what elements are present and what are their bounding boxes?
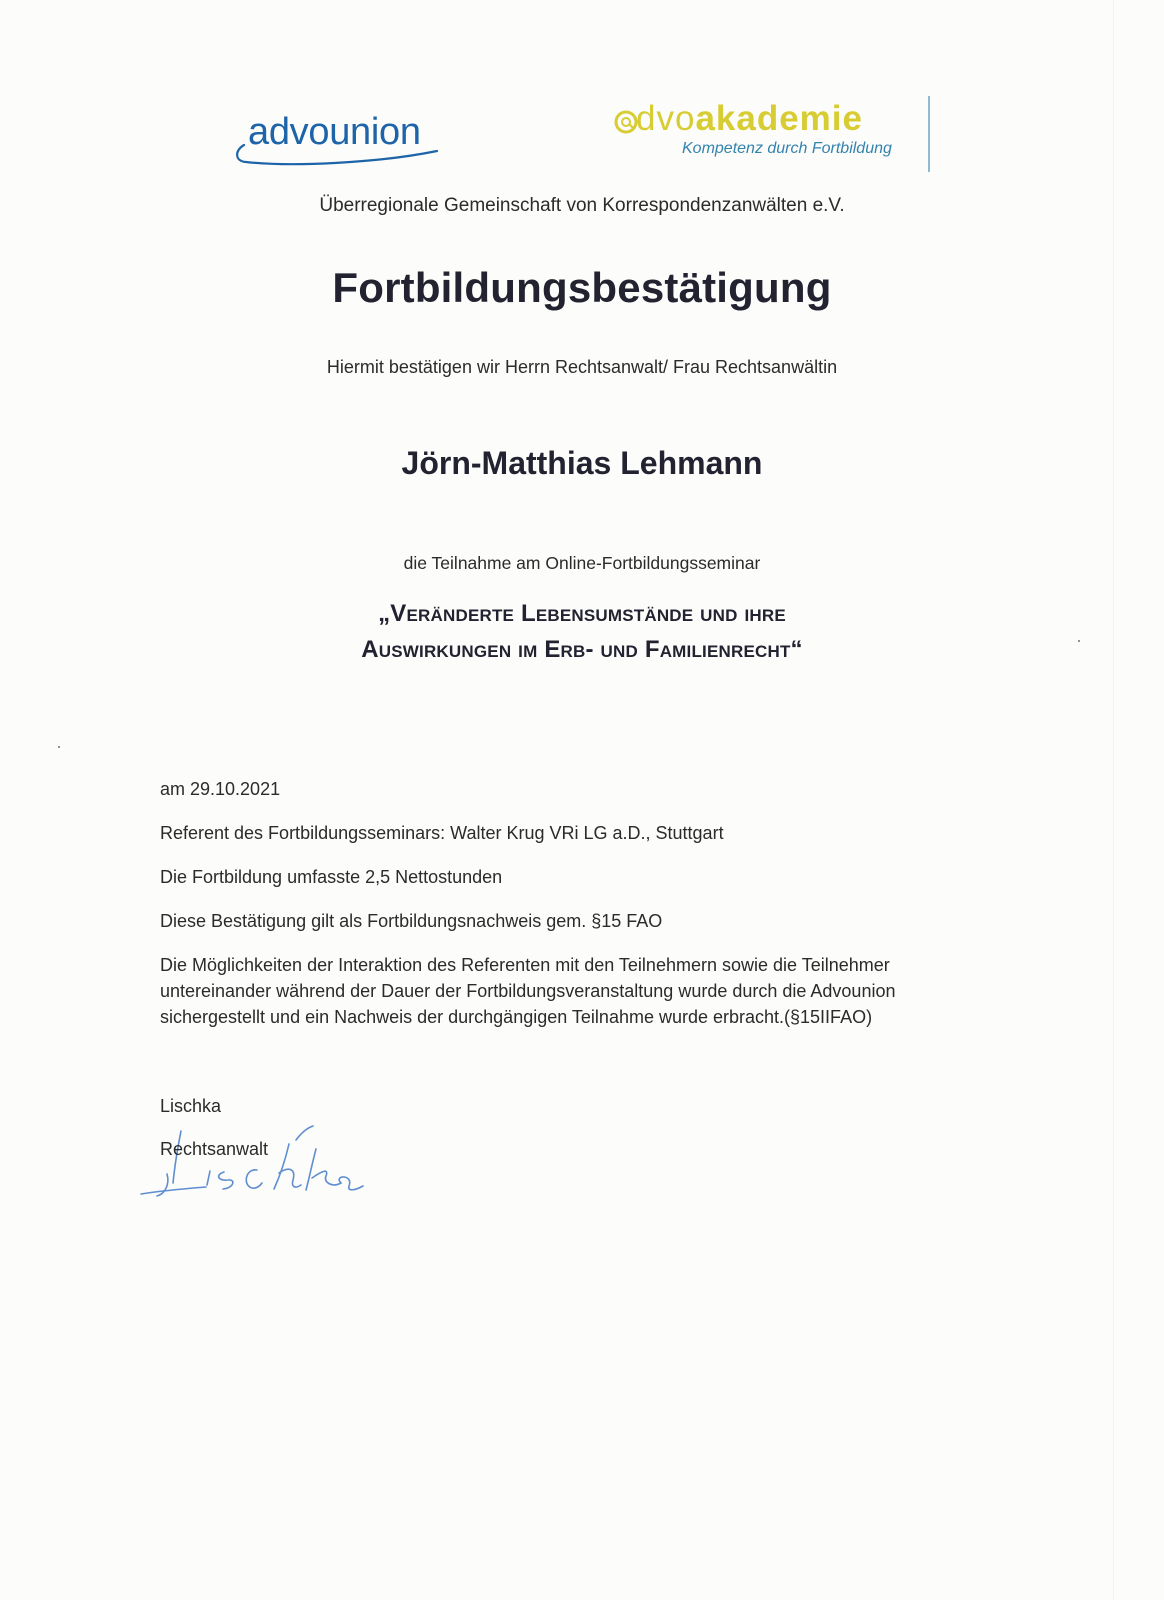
scan-edge-line (1113, 0, 1114, 1600)
advoakademie-divider (928, 96, 930, 172)
scan-speck (58, 746, 60, 748)
page-title: Fortbildungsbestätigung (332, 264, 832, 312)
certificate-details (160, 778, 1020, 1052)
duration-info: Die Fortbildung umfasste 2,5 Nettostunden (160, 867, 503, 887)
advoakademie-logo-text (636, 98, 863, 140)
advoakademie-name: akademie (695, 99, 863, 138)
signer-role: Rechtsanwalt (160, 1139, 269, 1159)
advounion-logo (232, 104, 447, 164)
validity-info: Diese Bestätigung gilt als Fortbildungsnachweis gem. §15 FAO (160, 911, 663, 931)
seminar-title (0, 596, 1164, 668)
signer-name: Lischka (160, 1096, 222, 1116)
advoakademie-prefix: dvo (636, 99, 696, 138)
advoakademie-logo (612, 96, 932, 176)
certificate-intro: Hiermit bestätigen wir Herrn Rechtsanwalt/ Frau Rechtsanwältin (326, 357, 838, 377)
seminar-title-line: „Veränderte Lebensumstände und ihre (378, 600, 786, 627)
seminar-title-line: Auswirkungen im Erb- und Familienrecht“ (361, 636, 803, 663)
recipient-name: Jörn-Matthias Lehmann (401, 445, 763, 481)
advoakademie-tagline: Kompetenz durch Fortbildung (682, 140, 892, 157)
advounion-logo-text: advounion (248, 111, 421, 153)
participation-statement: die Teilnahme am Online-Fortbildungsseminar (403, 553, 761, 573)
seminar-date: am 29.10.2021 (160, 779, 281, 799)
interaction-info: Die Möglichkeiten der Interaktion des Referenten mit den Teilnehmern sowie die Teilnehmer untereinander während der Dauer der Fortbildungsveranstaltung wurde durch die Advounion sichergestellt und ein Nachweis der durchgängigen Teilnahme wurde erbracht.(§15IIFAO) (160, 955, 896, 1027)
handwritten-signature (136, 1124, 366, 1208)
speaker-info: Referent des Fortbildungsseminars: Walter Krug VRi LG a.D., Stuttgart (160, 823, 724, 843)
scan-speck (1078, 640, 1080, 642)
organization-subtitle: Überregionale Gemeinschaft von Korrespondenzanwälten e.V. (319, 195, 845, 216)
